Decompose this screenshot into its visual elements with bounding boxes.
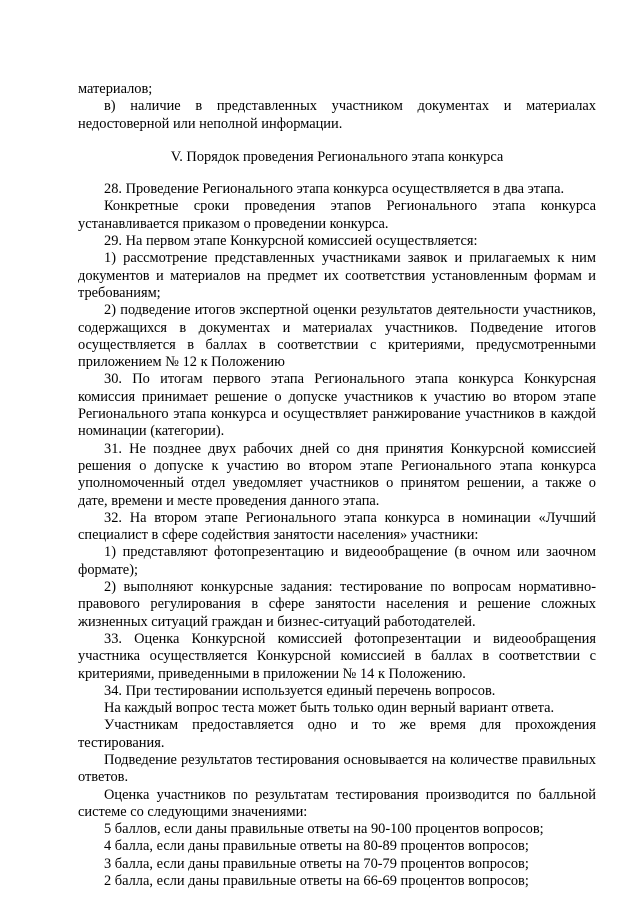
section-heading: V. Порядок проведения Регионального этапа конкурса — [170, 148, 504, 165]
paragraph: 1) рассмотрение представленных участниками заявок и прилагаемых к ним документов и материалов на предмет их соответствия установленным формам и требованиям; — [78, 250, 596, 301]
paragraph: 30. По итогам первого этапа Регионального этапа конкурса Конкурсная комиссия принимает решение о допуске участников к участию во втором этапе Регионального этапа конкурса и осуществляет ранжирование участников в каждой номинации (категории). — [78, 371, 596, 440]
paragraph: Подведение результатов тестирования основывается на количестве правильных ответов. — [78, 751, 596, 786]
list-item: 4 балла, если даны правильные ответы на 80-89 процентов вопросов; — [104, 838, 529, 855]
paragraph: 2) выполняют конкурсные задания: тестирование по вопросам нормативно-правового регулирования в сфере занятости населения и решение сложных жизненных ситуаций граждан и бизнес-ситуаций работодателей. — [78, 579, 596, 630]
paragraph: 32. На втором этапе Регионального этапа конкурса в номинации «Лучший специалист в сфере содействия занятости населения» участники: — [78, 509, 596, 544]
paragraph: 2) подведение итогов экспертной оценки результатов деятельности участников, содержащихся в документах и материалах участников. Подведение итогов осуществляется в баллах в соответствии с критериями, предусмотренными приложением № 12 к Положению — [78, 302, 596, 371]
paragraph: Конкретные сроки проведения этапов Регионального этапа конкурса устанавливается приказом о проведении конкурса. — [78, 198, 596, 232]
list-item: 5 баллов, если даны правильные ответы на 90-100 процентов вопросов; — [104, 821, 544, 838]
list-item: 2 балла, если даны правильные ответы на 66-69 процентов вопросов; — [104, 873, 529, 890]
paragraph: На каждый вопрос теста может быть только один верный вариант ответа. — [104, 700, 555, 717]
paragraph: 34. При тестировании используется единый перечень вопросов. — [104, 682, 496, 699]
paragraph: 29. На первом этапе Конкурсной комиссией осуществляется: — [104, 233, 478, 250]
paragraph: материалов; — [78, 81, 153, 97]
list-item: 3 балла, если даны правильные ответы на 70-79 процентов вопросов; — [104, 855, 529, 872]
paragraph: 33. Оценка Конкурсной комиссией фотопрезентации и видеообращения участника осуществляется Конкурсной комиссией в баллах в соответствии с критериями, приведенными в приложении № 14 к Положению. — [78, 630, 596, 682]
paragraph: 1) представляют фотопрезентацию и видеообращение (в очном или заочном формате); — [78, 544, 596, 578]
paragraph: 28. Проведение Регионального этапа конкурса осуществляется в два этапа. — [104, 181, 565, 198]
paragraph: 31. Не позднее двух рабочих дней со дня принятия Конкурсной комиссией решения о допуске к участию во втором этапе Регионального этапа конкурса уполномоченный отдел уведомляет участников о принятом решении, а также о дате, времени и месте проведения данного этапа. — [78, 440, 596, 509]
paragraph: в) наличие в представленных участником документах и материалах недостоверной или неполной информации. — [78, 98, 596, 132]
paragraph: Оценка участников по результатам тестирования производится по балльной системе со следующими значениями: — [78, 786, 596, 820]
paragraph: Участникам предоставляется одно и то же время для прохождения тестирования. — [78, 717, 596, 751]
